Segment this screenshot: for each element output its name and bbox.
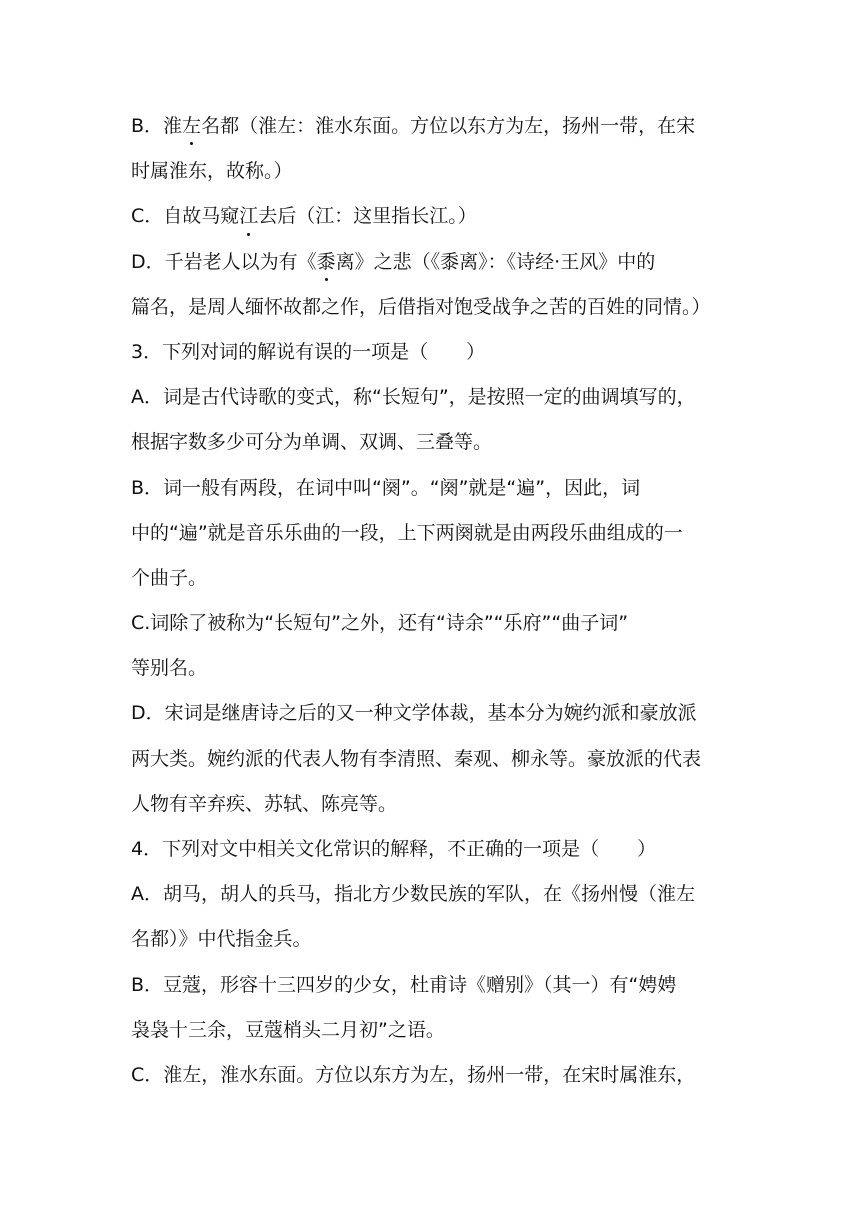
text-line xyxy=(131,963,731,1008)
text-segment: 去后（江：这里指长江。） xyxy=(258,205,477,228)
text-segment: C．自故马窥 xyxy=(131,205,240,228)
text-line xyxy=(131,511,731,556)
text-line xyxy=(131,737,731,782)
text-line xyxy=(131,240,731,285)
text-segment: 篇名，是周人缅怀故都之作，后借指对饱受战争之苦的百姓的同情。） xyxy=(131,295,711,318)
text-segment: 等别名。 xyxy=(131,657,208,680)
text-line xyxy=(131,556,731,601)
text-segment: 个曲子。 xyxy=(131,566,208,589)
text-line xyxy=(131,872,731,917)
question-4-stem xyxy=(131,827,731,872)
text-line xyxy=(131,149,731,194)
text-segment: A．胡马，胡人的兵马，指北方少数民族的军队，在《扬州慢（淮左 xyxy=(131,883,695,906)
text-segment: 4．下列对文中相关文化常识的解释，不正确的一项是（ ） xyxy=(131,838,657,860)
text-segment: D．宋词是继唐诗之后的又一种文学体裁，基本分为婉约派和豪放派 xyxy=(131,702,697,725)
emphasis-dot-char: 黍 xyxy=(317,240,336,285)
text-line xyxy=(131,1053,731,1098)
text-line xyxy=(131,466,731,511)
text-line xyxy=(131,646,731,691)
question-3-stem xyxy=(131,330,731,375)
text-segment: C．淮左，淮水东面。方位以东方为左，扬州一带，在宋时属淮东， xyxy=(131,1063,696,1086)
text-line xyxy=(131,285,731,330)
text-segment: 3．下列对词的解说有误的一项是（ ） xyxy=(131,340,486,363)
text-segment: 名都（淮左：淮水东面。方位以东方为左，扬州一带，在宋 xyxy=(201,115,696,137)
text-line xyxy=(131,194,731,239)
text-segment: A．词是古代诗歌的变式，称“长短句”，是按照一定的曲调填写的， xyxy=(131,386,696,409)
text-segment: 中的“遍”就是音乐乐曲的一段，上下两阕就是由两段乐曲组成的一 xyxy=(131,521,683,544)
text-segment: C.词除了被称为“长短句”之外，还有“诗余”“乐府”“曲子词” xyxy=(131,612,629,635)
text-segment: 根据字数多少可分为单调、双调、三叠等。 xyxy=(131,431,493,454)
emphasis-dot-char: 左 xyxy=(182,104,201,149)
text-segment: B．词一般有两段，在词中叫“阕”。“阕”就是“遍”，因此，词 xyxy=(131,476,641,499)
text-segment: B．淮 xyxy=(131,115,183,137)
text-line xyxy=(131,917,731,962)
text-segment: 两大类。婉约派的代表人物有李清照、秦观、柳永等。豪放派的代表 xyxy=(131,747,702,770)
text-segment: 时属淮东，故称。） xyxy=(131,160,293,183)
text-line xyxy=(131,782,731,827)
text-segment: 人物有辛弃疾、苏轼、陈亮等。 xyxy=(131,792,398,815)
text-segment: B．豆蔻，形容十三四岁的少女，杜甫诗《赠别》（其一）有“娉娉 xyxy=(131,973,677,996)
text-segment: D．千岩老人以为有《 xyxy=(131,250,317,273)
text-segment: 名都）》中代指金兵。 xyxy=(131,928,312,951)
text-segment: 袅袅十三余，豆蔻梢头二月初”之语。 xyxy=(131,1018,445,1041)
text-line xyxy=(131,104,731,149)
text-segment: 离》之悲（《黍离》：《诗经·王风》中的 xyxy=(335,250,656,273)
emphasis-dot-char: 江 xyxy=(239,194,258,239)
text-line xyxy=(131,420,731,465)
document-page xyxy=(131,104,731,1098)
text-line xyxy=(131,601,731,646)
text-line xyxy=(131,375,731,420)
text-line xyxy=(131,1008,731,1053)
text-line xyxy=(131,691,731,736)
